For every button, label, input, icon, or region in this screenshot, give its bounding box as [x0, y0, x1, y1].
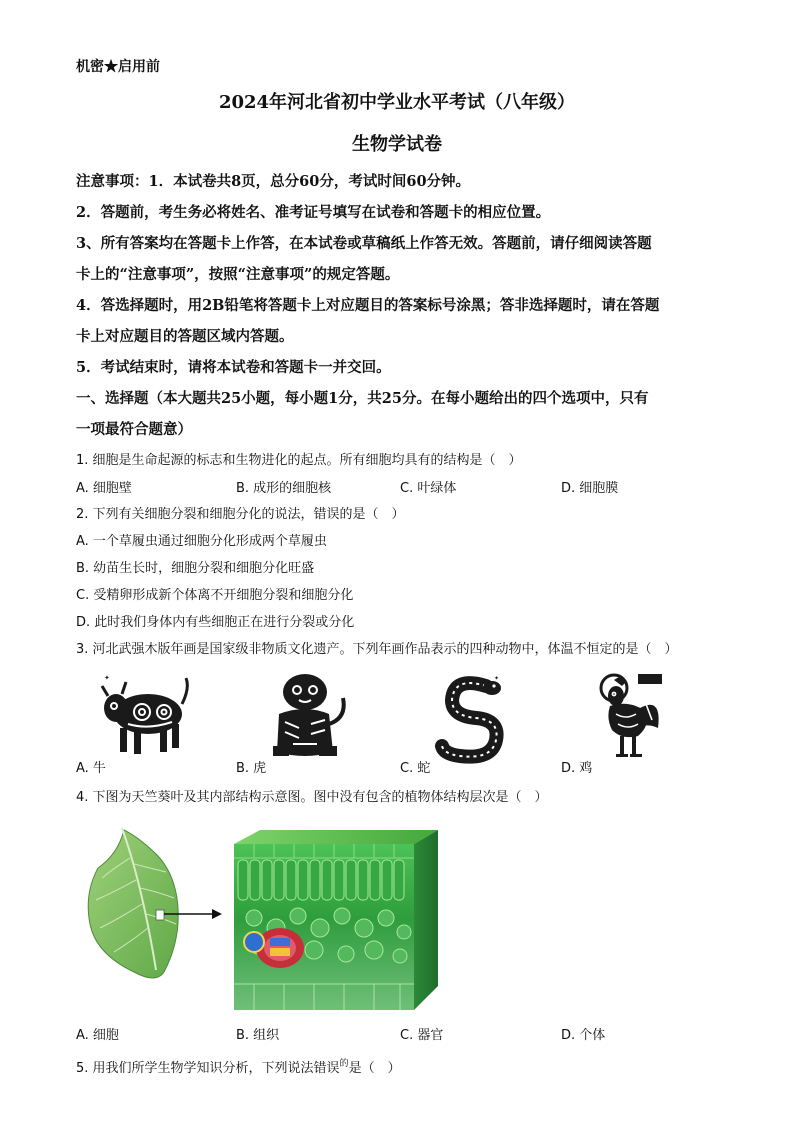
q1-option-b: B. 成形的细胞核 [236, 481, 332, 496]
note-line-7: 5．考试结束时，请将本试卷和答题卡一并交回。 [76, 359, 391, 376]
q3-stem: 3. 河北武强木版年画是国家级非物质文化遗产。下列年画作品表示的四种动物中，体温不恒定的是（ ） [76, 642, 678, 657]
svg-text:✦: ✦ [104, 674, 110, 682]
leaf-structure-diagram [84, 824, 444, 1014]
note-line-2: 2．答题前，考生务必将姓名、准考证号填写在试卷和答题卡的相应位置。 [76, 204, 551, 221]
q2-stem: 2. 下列有关细胞分裂和细胞分化的说法，错误的是（ ） [76, 507, 405, 522]
q2-option-a: A. 一个草履虫通过细胞分化形成两个草履虫 [76, 534, 327, 549]
q5-stem-part-b: 是（ ） [348, 1061, 401, 1076]
q4-option-d: D. 个体 [561, 1028, 606, 1043]
svg-text:✦: ✦ [494, 675, 500, 682]
note-line-6: 卡上对应题目的答题区域内答题。 [76, 328, 294, 345]
q5-stem-superscript: 的 [339, 1059, 349, 1069]
q2-option-c: C. 受精卵形成新个体离不开细胞分裂和细胞分化 [76, 588, 354, 603]
q5-stem-part-a: 5. 用我们所学生物学知识分析，下列说法错误 [76, 1061, 340, 1076]
q4-option-a: A. 细胞 [76, 1028, 119, 1043]
snake-woodblock-image [430, 672, 512, 766]
q1-option-a: A. 细胞壁 [76, 481, 132, 496]
tiger-woodblock-image [263, 668, 347, 766]
exam-subtitle: 生物学试卷 [352, 134, 442, 155]
section-heading-line-1: 一、选择题（本大题共25小题，每小题1分，共25分。在每小题给出的四个选项中，只有 [76, 390, 649, 407]
note-line-5: 4．答选择题时，用2B铅笔将答题卡上对应题目的答案标号涂黑；答非选择题时，请在答题 [76, 297, 660, 314]
ox-woodblock-image [98, 668, 190, 764]
note-line-1: 注意事项：1．本试卷共8页，总分60分，考试时间60分钟。 [76, 173, 471, 190]
q4-stem: 4. 下图为天竺葵叶及其内部结构示意图。图中没有包含的植物体结构层次是（ ） [76, 790, 548, 805]
section-heading-line-2: 一项最符合题意） [76, 421, 192, 438]
q3-option-d: D. 鸡 [561, 761, 593, 776]
note-line-3: 3、所有答案均在答题卡上作答，在本试卷或草稿纸上作答无效。答题前，请仔细阅读答题 [76, 235, 652, 252]
q2-option-d: D. 此时我们身体内有些细胞正在进行分裂或分化 [76, 615, 355, 630]
q4-option-b: B. 组织 [236, 1028, 280, 1043]
secret-label: 机密★启用前 [76, 59, 160, 75]
rooster-woodblock-image [592, 670, 666, 766]
q1-option-d: D. 细胞膜 [561, 481, 619, 496]
exam-title: 2024年河北省初中学业水平考试（八年级） [218, 92, 576, 113]
note-line-4: 卡上的“注意事项”，按照“注意事项”的规定答题。 [76, 266, 400, 283]
q3-option-c: C. 蛇 [400, 761, 431, 776]
q4-option-c: C. 器官 [400, 1028, 444, 1043]
q2-option-b: B. 幼苗生长时，细胞分裂和细胞分化旺盛 [76, 561, 315, 576]
q3-option-a: A. 牛 [76, 761, 106, 776]
q1-option-c: C. 叶绿体 [400, 481, 457, 496]
q1-stem: 1. 细胞是生命起源的标志和生物进化的起点。所有细胞均具有的结构是（ ） [76, 453, 522, 468]
q3-option-b: B. 虎 [236, 761, 267, 776]
q5-stem [76, 1056, 401, 1076]
